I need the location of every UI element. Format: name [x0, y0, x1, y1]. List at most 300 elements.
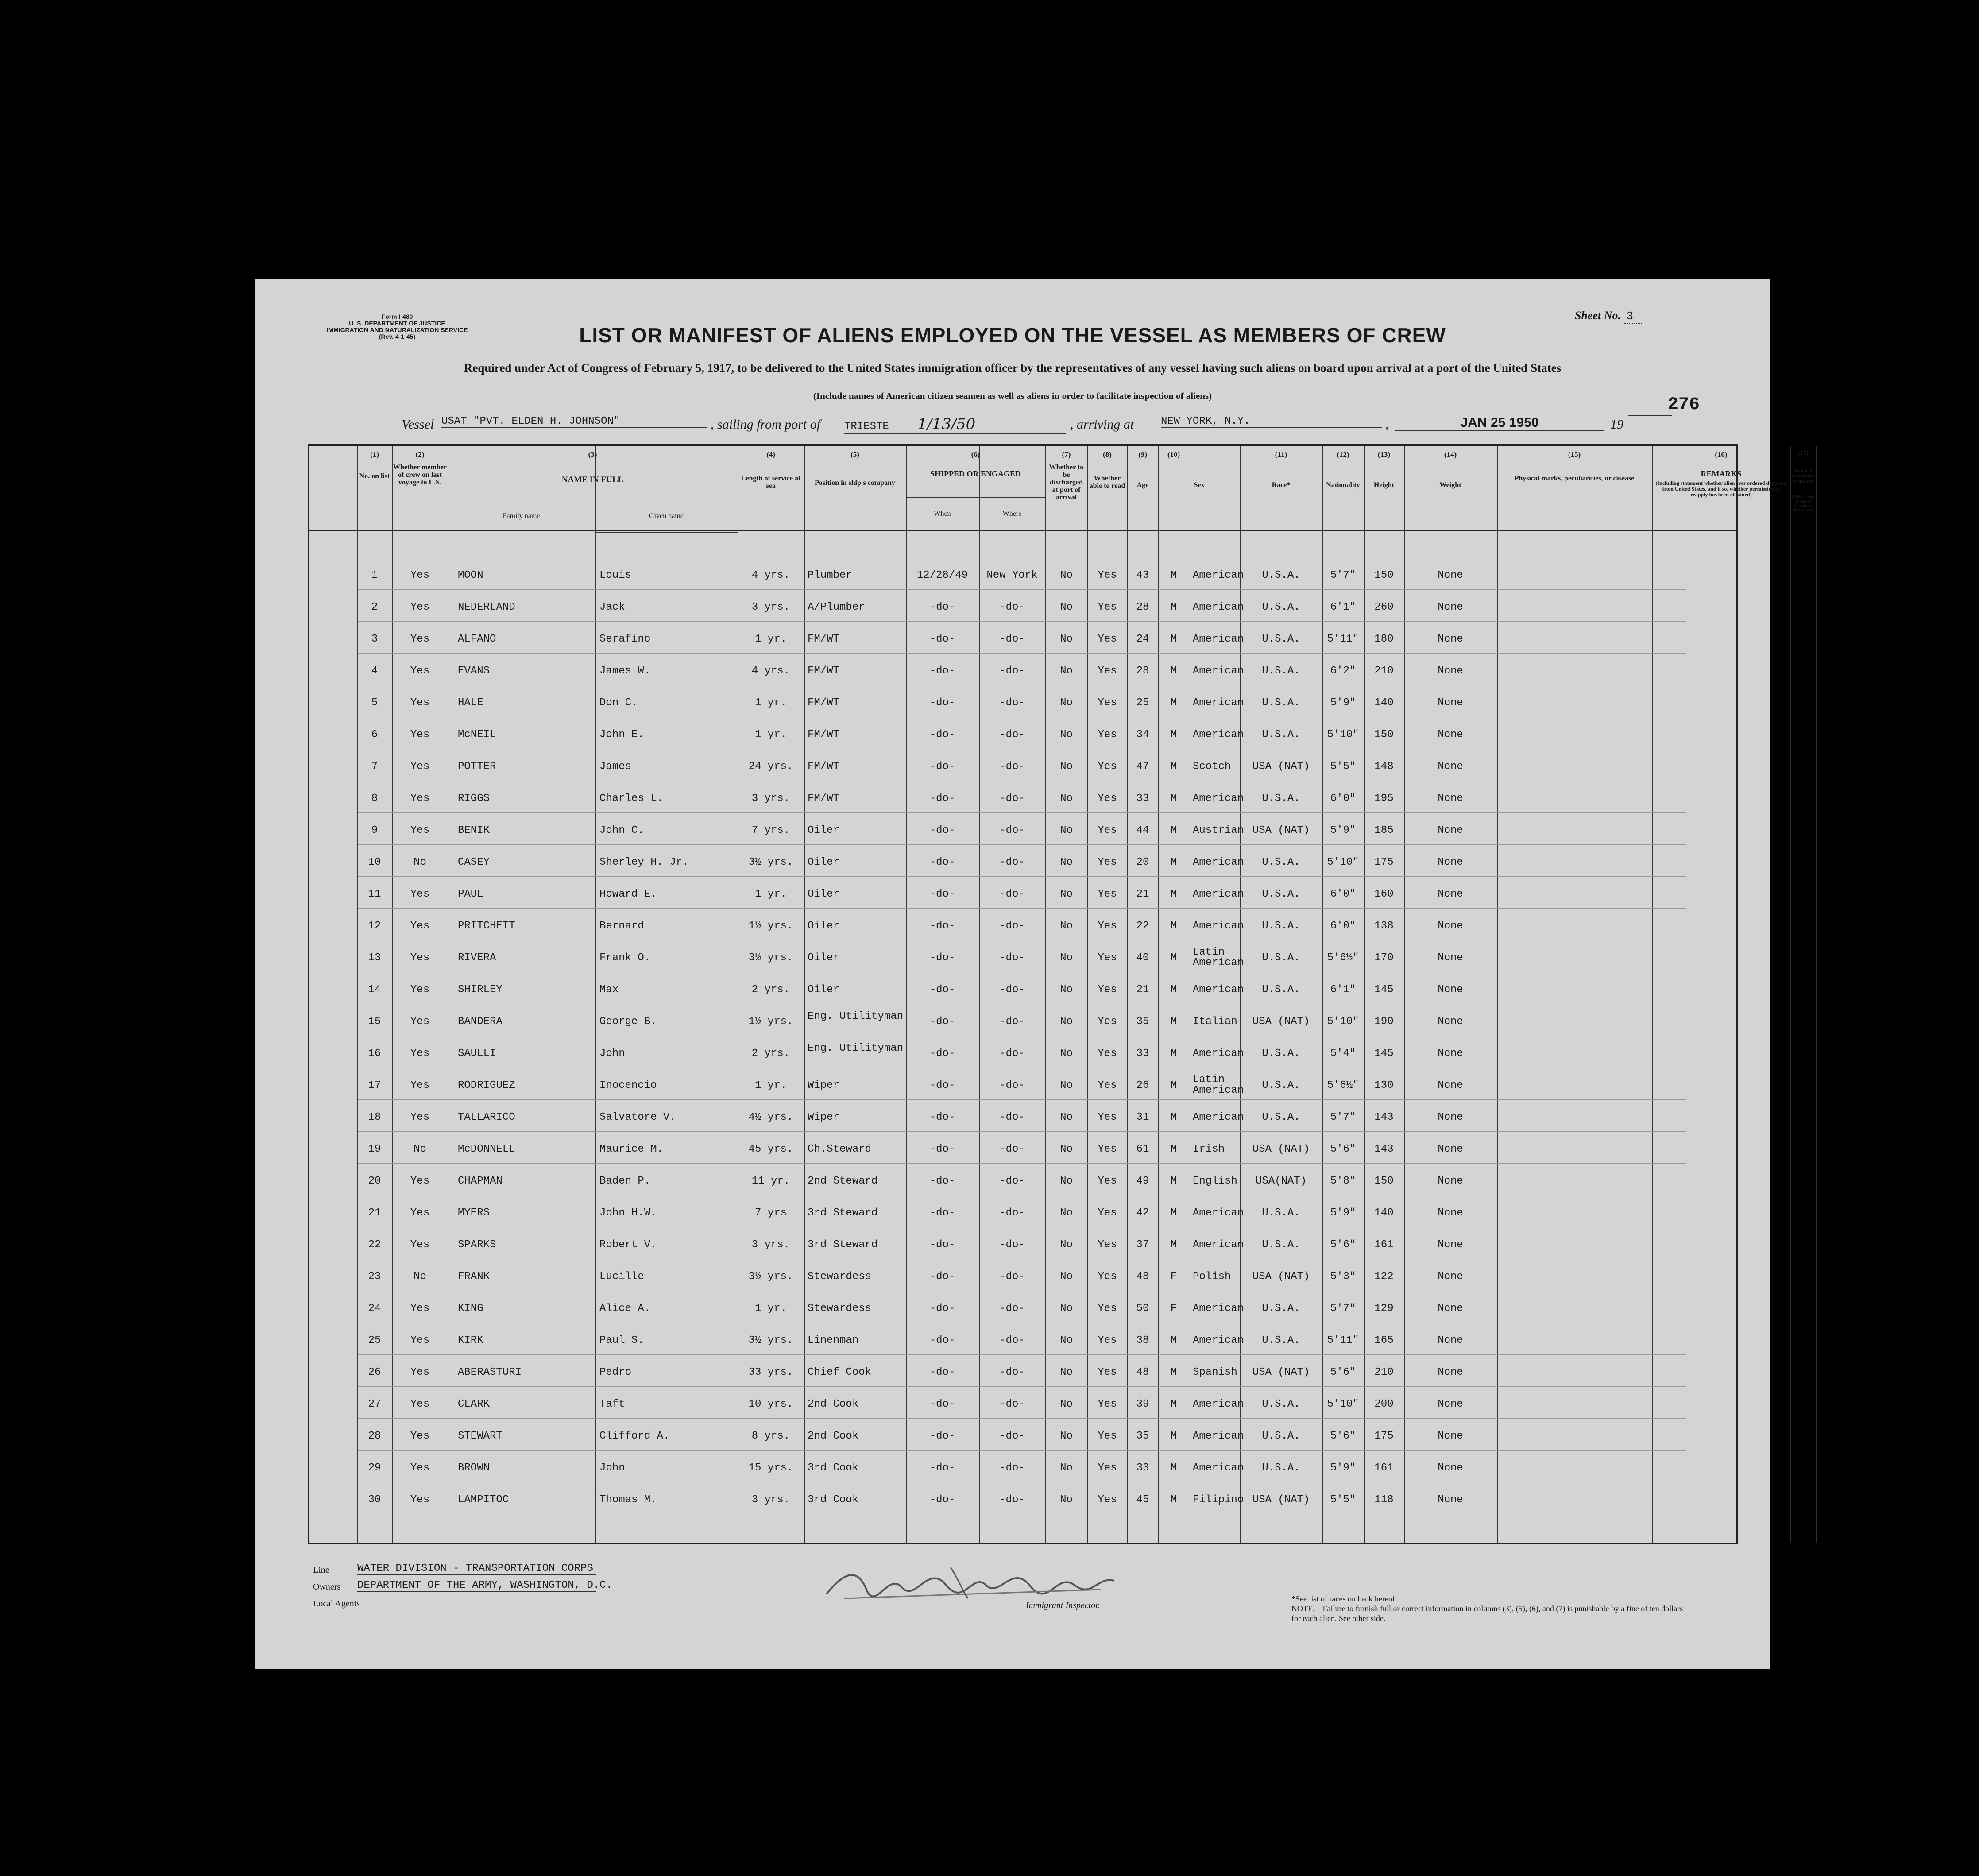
cell-height: 6'0": [1330, 888, 1356, 900]
cell-nationality: U.S.A.: [1262, 665, 1300, 677]
cell-family-name: RIVERA: [458, 952, 496, 964]
cell-no: 13: [368, 952, 381, 964]
cell-when: -do-: [929, 888, 955, 900]
cell-where: -do-: [999, 1111, 1025, 1123]
cell-no: 11: [368, 888, 381, 900]
cell-race: American: [1193, 888, 1244, 900]
cell-where: -do-: [999, 665, 1025, 677]
cell-discharged: No: [1060, 1334, 1073, 1346]
cell-weight: 175: [1374, 1430, 1394, 1442]
cell-member: Yes: [410, 920, 430, 932]
cell-race: American: [1193, 569, 1244, 581]
vessel-line: Vessel USAT "PVT. ELDEN H. JOHNSON" , sailing from port of TRIESTE 1/13/50 , arriving at NEW YORK, N.Y. , JAN 25 1950 19: [402, 417, 1730, 439]
sheet-number: [1575, 309, 1642, 323]
cell-height: 5'10": [1327, 1398, 1359, 1410]
cell-member: Yes: [410, 1175, 430, 1187]
cell-nationality: USA(NAT): [1255, 1175, 1307, 1187]
cell-height: 5'9": [1330, 824, 1356, 836]
cell-where: -do-: [999, 1143, 1025, 1155]
cell-no: 6: [371, 729, 378, 741]
header-race: Race*: [1272, 481, 1291, 489]
cell-nationality: U.S.A.: [1262, 1430, 1300, 1442]
cell-family-name: NEDERLAND: [458, 601, 515, 613]
cell-length: 1 yr.: [754, 1079, 787, 1091]
cell-race: American: [1193, 984, 1244, 996]
cell-position: Eng. Utilityman: [808, 1010, 904, 1022]
cell-age: 26: [1136, 1079, 1149, 1091]
cell-age: 48: [1136, 1271, 1149, 1283]
cell-sex: M: [1170, 761, 1177, 773]
cell-length: 3½ yrs.: [748, 1271, 793, 1283]
cell-height: 5'10": [1327, 856, 1359, 868]
cell-race: American: [1193, 793, 1244, 805]
cell-where: -do-: [999, 1175, 1025, 1187]
cell-nationality: U.S.A.: [1262, 569, 1300, 581]
cell-length: 7 yrs.: [751, 824, 790, 836]
cell-sex: M: [1170, 984, 1177, 996]
cell-position: 3rd Steward: [808, 1207, 878, 1219]
cell-age: 35: [1136, 1430, 1149, 1442]
row-separator: [358, 1450, 1686, 1451]
cell-given-name: Robert V.: [599, 1239, 657, 1251]
cell-able-to-read: Yes: [1098, 633, 1117, 645]
cell-no: 8: [371, 793, 378, 805]
cell-given-name: Jack: [599, 601, 625, 613]
cell-member: Yes: [410, 1366, 430, 1378]
cell-discharged: No: [1060, 1207, 1073, 1219]
cell-able-to-read: Yes: [1098, 1430, 1117, 1442]
cell-age: 35: [1136, 1016, 1149, 1028]
cell-discharged: No: [1060, 793, 1073, 805]
cell-when: -do-: [929, 1366, 955, 1378]
cell-discharged: No: [1060, 1111, 1073, 1123]
cell-member: Yes: [410, 633, 430, 645]
cell-where: -do-: [999, 888, 1025, 900]
cell-when: -do-: [929, 856, 955, 868]
cell-race: American: [1193, 1398, 1244, 1410]
cell-discharged: No: [1060, 1143, 1073, 1155]
cell-age: 25: [1136, 697, 1149, 709]
cell-position: Eng. Utilityman: [808, 1042, 904, 1054]
cell-sex: M: [1170, 793, 1177, 805]
cell-position: Oiler: [808, 920, 840, 932]
cell-race: Scotch: [1193, 761, 1231, 773]
header-member-last-voyage: Whether member of crew on last voyage to U.S.: [393, 464, 447, 486]
cell-member: Yes: [410, 1303, 430, 1315]
cell-nationality: U.S.A.: [1262, 633, 1300, 645]
cell-family-name: KIRK: [458, 1334, 483, 1346]
vessel-label: Vessel: [402, 417, 434, 432]
cell-physical-marks: None: [1438, 1398, 1463, 1410]
cell-sex: M: [1170, 1048, 1177, 1060]
cell-weight: 118: [1374, 1494, 1394, 1506]
cell-when: -do-: [929, 729, 955, 741]
cell-discharged: No: [1060, 761, 1073, 773]
cell-where: -do-: [999, 1048, 1025, 1060]
cell-family-name: LAMPITOC: [458, 1494, 509, 1506]
cell-nationality: USA (NAT): [1252, 1016, 1310, 1028]
cell-member: Yes: [410, 569, 430, 581]
cell-discharged: No: [1060, 569, 1073, 581]
cell-when: -do-: [929, 761, 955, 773]
cell-family-name: ABERASTURI: [458, 1366, 522, 1378]
cell-sex: M: [1170, 1398, 1177, 1410]
cell-able-to-read: Yes: [1098, 1239, 1117, 1251]
cell-height: 5'6½": [1327, 1079, 1359, 1091]
cell-member: Yes: [410, 665, 430, 677]
cell-height: 5'3": [1330, 1271, 1356, 1283]
cell-race: American: [1193, 729, 1244, 741]
cell-weight: 130: [1374, 1079, 1394, 1091]
cell-physical-marks: None: [1438, 952, 1463, 964]
header-given-name: Given name: [649, 512, 684, 520]
cell-nationality: U.S.A.: [1262, 1111, 1300, 1123]
cell-weight: 170: [1374, 952, 1394, 964]
local-agents-value: [357, 1596, 596, 1609]
cell-length: 2 yrs.: [751, 984, 790, 996]
cell-sex: M: [1170, 1430, 1177, 1442]
header-able-to-read: Whether able to read: [1089, 475, 1125, 490]
cell-given-name: Baden P.: [599, 1175, 651, 1187]
cell-sex: M: [1170, 1079, 1177, 1091]
cell-no: 16: [368, 1048, 381, 1060]
cell-no: 22: [368, 1239, 381, 1251]
cell-race: Latin American: [1193, 946, 1244, 969]
cell-discharged: No: [1060, 729, 1073, 741]
col-number: (12): [1337, 450, 1349, 459]
cell-race: American: [1193, 1048, 1244, 1060]
include-note: (Include names of American citizen seamen as well as aliens in order to facilitate inspection of aliens): [813, 391, 1212, 401]
cell-nationality: U.S.A.: [1262, 920, 1300, 932]
cell-family-name: RODRIGUEZ: [458, 1079, 515, 1091]
cell-nationality: U.S.A.: [1262, 1303, 1300, 1315]
cell-family-name: BROWN: [458, 1462, 490, 1474]
cell-race: American: [1193, 601, 1244, 613]
cell-nationality: U.S.A.: [1262, 1334, 1300, 1346]
cell-no: 2: [371, 601, 378, 613]
cell-given-name: James W.: [599, 665, 651, 677]
cell-given-name: Salvatore V.: [599, 1111, 676, 1123]
cell-nationality: U.S.A.: [1262, 1079, 1300, 1091]
cell-no: 10: [368, 856, 381, 868]
cell-sex: M: [1170, 1366, 1177, 1378]
fine-note: NOTE.—Failure to furnish full or correct information in columns (3), (5), (6), and (7) is punishable by a fine of ten dollars for each alien. See other side.: [1291, 1604, 1683, 1623]
cell-height: 5'11": [1327, 633, 1359, 645]
cell-where: -do-: [999, 697, 1025, 709]
header-action: Action of Immigrant Inspector: [1791, 468, 1815, 484]
crew-table: [308, 444, 1815, 1544]
cell-age: 50: [1136, 1303, 1149, 1315]
sail-date: 1/13/50: [917, 415, 976, 433]
cell-able-to-read: Yes: [1098, 824, 1117, 836]
cell-discharged: No: [1060, 1079, 1073, 1091]
cell-discharged: No: [1060, 1239, 1073, 1251]
header-discharged: Whether to be discharged at port of arrival: [1049, 464, 1084, 501]
cell-discharged: No: [1060, 1430, 1073, 1442]
row-separator: [358, 908, 1686, 909]
cell-able-to-read: Yes: [1098, 856, 1117, 868]
cell-length: 2 yrs.: [751, 1048, 790, 1060]
cell-weight: 195: [1374, 793, 1394, 805]
cell-member: Yes: [410, 1430, 430, 1442]
cell-weight: 150: [1374, 729, 1394, 741]
cell-weight: 175: [1374, 856, 1394, 868]
cell-length: 1 yr.: [754, 888, 787, 900]
stamp-number: 276: [1668, 395, 1700, 415]
cell-no: 24: [368, 1303, 381, 1315]
cell-able-to-read: Yes: [1098, 1048, 1117, 1060]
header-no-on-list: No. on list: [359, 472, 390, 480]
cell-discharged: No: [1060, 1366, 1073, 1378]
cell-given-name: John H.W.: [599, 1207, 657, 1219]
cell-when: -do-: [929, 1048, 955, 1060]
cell-height: 5'10": [1327, 729, 1359, 741]
manifest-sheet: [255, 279, 1815, 1669]
cell-position: FM/WT: [808, 665, 840, 677]
cell-where: -do-: [999, 1079, 1025, 1091]
cell-sex: M: [1170, 1016, 1177, 1028]
cell-where: -do-: [999, 1462, 1025, 1474]
cell-race: American: [1193, 920, 1244, 932]
cell-able-to-read: Yes: [1098, 729, 1117, 741]
departure-port: [844, 415, 1066, 434]
cell-race: Spanish: [1193, 1366, 1237, 1378]
cell-able-to-read: Yes: [1098, 1111, 1117, 1123]
cell-discharged: No: [1060, 920, 1073, 932]
cell-family-name: POTTER: [458, 761, 496, 773]
cell-physical-marks: None: [1438, 569, 1463, 581]
cell-no: 9: [371, 824, 378, 836]
cell-family-name: RIGGS: [458, 793, 490, 805]
cell-able-to-read: Yes: [1098, 1079, 1117, 1091]
cell-height: 5'6": [1330, 1143, 1356, 1155]
cell-no: 17: [368, 1079, 381, 1091]
cell-discharged: No: [1060, 1175, 1073, 1187]
cell-discharged: No: [1060, 1494, 1073, 1506]
cell-age: 33: [1136, 793, 1149, 805]
cell-length: 1 yr.: [754, 633, 787, 645]
cell-given-name: John: [599, 1048, 625, 1060]
cell-given-name: Maurice M.: [599, 1143, 664, 1155]
cell-length: 4½ yrs.: [748, 1111, 793, 1123]
cell-sex: M: [1170, 1207, 1177, 1219]
cell-position: FM/WT: [808, 761, 840, 773]
cell-length: 10 yrs.: [748, 1398, 793, 1410]
cell-discharged: No: [1060, 984, 1073, 996]
cell-given-name: Louis: [599, 569, 632, 581]
cell-able-to-read: Yes: [1098, 1175, 1117, 1187]
cell-age: 61: [1136, 1143, 1149, 1155]
cell-nationality: U.S.A.: [1262, 793, 1300, 805]
cell-when: -do-: [929, 1334, 955, 1346]
cell-no: 12: [368, 920, 381, 932]
cell-physical-marks: None: [1438, 1271, 1463, 1283]
owners-value: DEPARTMENT OF THE ARMY, WASHINGTON, D.C.: [357, 1579, 613, 1591]
cell-height: 5'11": [1327, 1334, 1359, 1346]
cell-member: Yes: [410, 1462, 430, 1474]
cell-weight: 260: [1374, 601, 1394, 613]
cell-position: FM/WT: [808, 793, 840, 805]
race-note: *See list of races on back hereof.: [1291, 1594, 1397, 1603]
cell-no: 4: [371, 665, 378, 677]
cell-physical-marks: None: [1438, 761, 1463, 773]
cell-able-to-read: Yes: [1098, 1462, 1117, 1474]
cell-no: 30: [368, 1494, 381, 1506]
cell-height: 6'1": [1330, 601, 1356, 613]
cell-where: -do-: [999, 1430, 1025, 1442]
cell-nationality: USA (NAT): [1252, 1366, 1310, 1378]
col-number: (2): [415, 450, 425, 459]
cell-weight: 160: [1374, 888, 1394, 900]
page-title: LIST OR MANIFEST OF ALIENS EMPLOYED ON THE VESSEL AS MEMBERS OF CREW: [579, 324, 1446, 347]
header-position: Position in ship's company: [815, 479, 895, 487]
cell-weight: 185: [1374, 824, 1394, 836]
cell-discharged: No: [1060, 601, 1073, 613]
cell-sex: M: [1170, 920, 1177, 932]
cell-able-to-read: Yes: [1098, 1398, 1117, 1410]
cell-length: 1½ yrs.: [748, 1016, 793, 1028]
cell-physical-marks: None: [1438, 1143, 1463, 1155]
cell-length: 3½ yrs.: [748, 1334, 793, 1346]
row-separator: [358, 844, 1686, 845]
sailing-label: , sailing from port of: [711, 417, 821, 432]
cell-no: 27: [368, 1398, 381, 1410]
cell-discharged: No: [1060, 665, 1073, 677]
cell-where: -do-: [999, 1494, 1025, 1506]
header-remarks: REMARKS: [1701, 469, 1742, 478]
cell-able-to-read: Yes: [1098, 1366, 1117, 1378]
cell-age: 42: [1136, 1207, 1149, 1219]
cell-able-to-read: Yes: [1098, 888, 1117, 900]
cell-physical-marks: None: [1438, 1334, 1463, 1346]
cell-able-to-read: Yes: [1098, 920, 1117, 932]
cell-length: 1 yr.: [754, 729, 787, 741]
col-number: (9): [1138, 450, 1147, 459]
cell-when: -do-: [929, 1303, 955, 1315]
cell-sex: M: [1170, 1143, 1177, 1155]
cell-age: 22: [1136, 920, 1149, 932]
cell-where: -do-: [999, 920, 1025, 932]
cell-given-name: Charles L.: [599, 793, 664, 805]
cell-discharged: No: [1060, 1271, 1073, 1283]
row-separator: [358, 1163, 1686, 1164]
header-name-in-full: NAME IN FULL: [561, 475, 624, 484]
cell-age: 33: [1136, 1462, 1149, 1474]
cell-family-name: STEWART: [458, 1430, 502, 1442]
cell-nationality: USA (NAT): [1252, 1143, 1310, 1155]
form-id-line: U. S. DEPARTMENT OF JUSTICE: [349, 320, 445, 327]
cell-no: 29: [368, 1462, 381, 1474]
cell-nationality: USA (NAT): [1252, 1494, 1310, 1506]
cell-member: Yes: [410, 1079, 430, 1091]
cell-position: 2nd Cook: [808, 1398, 859, 1410]
cell-race: English: [1193, 1175, 1237, 1187]
cell-physical-marks: None: [1438, 729, 1463, 741]
cell-age: 45: [1136, 1494, 1149, 1506]
cell-member: Yes: [410, 1048, 430, 1060]
cell-no: 20: [368, 1175, 381, 1187]
cell-given-name: Alice A.: [599, 1303, 651, 1315]
cell-physical-marks: None: [1438, 1048, 1463, 1060]
col-number: (8): [1103, 450, 1112, 459]
cell-given-name: George B.: [599, 1016, 657, 1028]
cell-family-name: FRANK: [458, 1271, 490, 1283]
cell-weight: 140: [1374, 697, 1394, 709]
cell-able-to-read: Yes: [1098, 984, 1117, 996]
cell-race: Italian: [1193, 1016, 1237, 1028]
cell-able-to-read: Yes: [1098, 665, 1117, 677]
cell-member: Yes: [410, 1334, 430, 1346]
cell-where: -do-: [999, 1303, 1025, 1315]
line-value: WATER DIVISION - TRANSPORTATION CORPS: [357, 1563, 596, 1575]
cell-length: 3 yrs.: [751, 601, 790, 613]
cell-when: -do-: [929, 984, 955, 996]
cell-physical-marks: None: [1438, 920, 1463, 932]
cell-where: -do-: [999, 824, 1025, 836]
cell-sex: M: [1170, 824, 1177, 836]
header-shipped-or-engaged: SHIPPED OR ENGAGED: [930, 469, 1021, 478]
header-weight: Weight: [1439, 481, 1461, 489]
inspector-label: Immigrant Inspector.: [1026, 1601, 1100, 1610]
cell-where: -do-: [999, 1239, 1025, 1251]
form-id-line: (Rev. 4-1-45): [379, 333, 416, 340]
cell-physical-marks: None: [1438, 665, 1463, 677]
cell-member: No: [414, 856, 426, 868]
cell-height: 5'5": [1330, 761, 1356, 773]
row-separator: [358, 812, 1686, 813]
col-number: (10): [1167, 450, 1180, 459]
cell-member: Yes: [410, 793, 430, 805]
header-when: When: [934, 510, 951, 518]
cell-discharged: No: [1060, 1462, 1073, 1474]
cell-position: Chief Cook: [808, 1366, 872, 1378]
cell-sex: M: [1170, 1462, 1177, 1474]
vessel-name: USAT "PVT. ELDEN H. JOHNSON": [441, 415, 707, 428]
cell-sex: M: [1170, 665, 1177, 677]
cell-member: Yes: [410, 1398, 430, 1410]
header-remarks-note: (Including statement whether alien ever ordered deported from United States, and if so, whether permission to reapply has been obtained): [1655, 480, 1787, 498]
cell-member: Yes: [410, 952, 430, 964]
cell-able-to-read: Yes: [1098, 952, 1117, 964]
cell-age: 28: [1136, 601, 1149, 613]
cell-no: 3: [371, 633, 378, 645]
header-physical-marks: Physical marks, peculiarities, or disease: [1514, 475, 1635, 482]
cell-where: -do-: [999, 601, 1025, 613]
cell-age: 21: [1136, 888, 1149, 900]
arrival-date-stamp: JAN 25 1950: [1395, 415, 1604, 431]
cell-sex: M: [1170, 1494, 1177, 1506]
cell-position: Plumber: [808, 569, 852, 581]
cell-given-name: Clifford A.: [599, 1430, 670, 1442]
cell-family-name: CASEY: [458, 856, 490, 868]
cell-member: Yes: [410, 1207, 430, 1219]
cell-when: -do-: [929, 920, 955, 932]
cell-member: Yes: [410, 1239, 430, 1251]
cell-position: 2nd Steward: [808, 1175, 878, 1187]
cell-length: 15 yrs.: [748, 1462, 793, 1474]
cell-sex: M: [1170, 888, 1177, 900]
cell-sex: F: [1170, 1271, 1177, 1283]
cell-able-to-read: Yes: [1098, 1016, 1117, 1028]
cell-age: 47: [1136, 761, 1149, 773]
cell-race: American: [1193, 665, 1244, 677]
cell-no: 1: [371, 569, 378, 581]
cell-position: FM/WT: [808, 633, 840, 645]
cell-physical-marks: None: [1438, 984, 1463, 996]
cell-when: -do-: [929, 1207, 955, 1219]
header-length-of-service: Length of service at sea: [741, 475, 801, 490]
cell-where: -do-: [999, 856, 1025, 868]
